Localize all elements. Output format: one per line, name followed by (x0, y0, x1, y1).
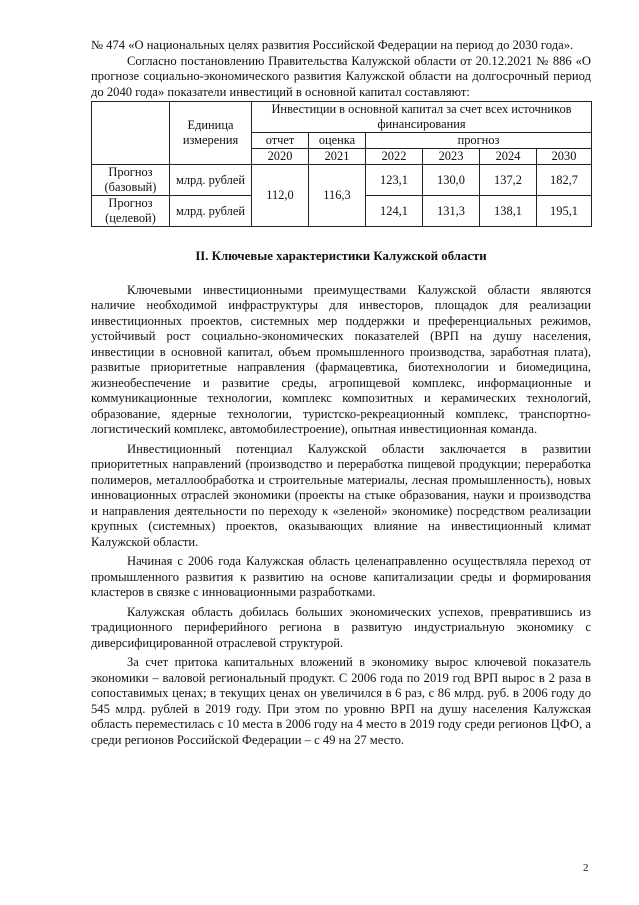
forecast-value: 138,1 (480, 196, 537, 227)
row-name: Прогноз (базовый) (92, 165, 170, 196)
year-cell: 2024 (480, 149, 537, 165)
body-paragraph: Ключевыми инвестиционными преимуществами Калужской области являются наличие необходимой инфраструктуры для инвесторов, площадок для реализации инвестиционных проектов, системных мер поддержки и преференциальных режимов, устойчивый рост социально-экономических показателей (ВРП на душу населения, инвестиции в основной капитал, объем промышленного производства, заработная плата), развитые приоритетные направления (фармацевтика, биотехнологии и биомедицина, жизнеобеспечение и развитие среды, агропищевой комплекс, информационные и коммуникационные технологии, комплекс композитных и керамических технологий, образование, ядерные технологии, туристско-рекреационный комплекс, транспортно-логистический комплекс, автомобилестроение), опытная инвестиционная команда. (91, 282, 591, 436)
investment-table (91, 101, 592, 227)
body-paragraph: Начиная с 2006 года Калужская область целенаправленно осуществляла переход от промышленного развития к развитию на основе капитализации среды и формирования кластеров в связке с инновационными разработками. (91, 554, 591, 599)
document-body (91, 38, 591, 748)
year-cell: 2022 (366, 149, 423, 165)
forecast-value: 137,2 (480, 165, 537, 196)
empty-corner-cell (92, 102, 170, 165)
table-row (92, 165, 592, 196)
forecast-header: прогноз (366, 133, 592, 149)
intro-line: № 474 «О национальных целях развития Российской Федерации на период до 2030 года». (91, 38, 574, 52)
report-header: отчет (252, 133, 309, 149)
value-2021: 116,3 (309, 165, 366, 227)
year-cell: 2020 (252, 149, 309, 165)
body-paragraph: Инвестиционный потенциал Калужской области заключается в развитии приоритетных направлений (производство и переработка пищевой продукции; переработка полимеров, металлообработка и строительные материалы, лесная промышленность), новых инновационных отраслей экономики (проекты на стыке образования, науки и производства и направления деятельности по переходу к «зеленой» экономике) посредством реализации крупных (системных) проектов, оказывающих влияние на инвестиционный климат Калужской области. (91, 441, 591, 549)
body-paragraph: Калужская область добилась больших экономических успехов, превратившись из традиционного периферийного региона в развитую индустриальную экономику с диверсифицированной отраслевой структурой. (91, 604, 591, 650)
year-cell: 2023 (423, 149, 480, 165)
body-paragraph: За счет притока капитальных вложений в экономику вырос ключевой показатель экономики – валовой региональный продукт. С 2006 года по 2019 год ВРП вырос в 2 раза в сопоставимых ценах; в текущих ценах он увеличился в 6 раз, с 86 млрд. руб. в 2006 году до 545 млрд. рублей в 2019 году. При этом по уровню ВРП на душу населения Калужская область переместилась с 10 места в 2006 году на 4 место в 2019 году среди регионов ЦФО, а среди регионов Российской Федерации – с 49 на 27 место. (91, 655, 591, 747)
forecast-value: 131,3 (423, 196, 480, 227)
estimate-header: оценка (309, 133, 366, 149)
year-cell: 2030 (537, 149, 592, 165)
group-header: Инвестиции в основной капитал за счет всех источников финансирования (252, 102, 592, 133)
forecast-value: 130,0 (423, 165, 480, 196)
year-cell: 2021 (309, 149, 366, 165)
row-unit: млрд. рублей (170, 165, 252, 196)
intro-paragraph: Согласно постановлению Правительства Калужской области от 20.12.2021 № 886 «О прогнозе социально-экономического развития Калужской области на долгосрочный период до 2040 года» показатели инвестиций в основной капитал составляют: (91, 53, 591, 99)
value-2020: 112,0 (252, 165, 309, 227)
forecast-value: 182,7 (537, 165, 592, 196)
section-title: II. Ключевые характеристики Калужской области (195, 249, 487, 263)
page-number: 2 (583, 862, 589, 874)
row-unit: млрд. рублей (170, 196, 252, 227)
row-name: Прогноз (целевой) (92, 196, 170, 227)
forecast-value: 123,1 (366, 165, 423, 196)
table-header-row (92, 102, 592, 133)
forecast-value: 195,1 (537, 196, 592, 227)
forecast-value: 124,1 (366, 196, 423, 227)
unit-header: Единица измерения (170, 102, 252, 165)
